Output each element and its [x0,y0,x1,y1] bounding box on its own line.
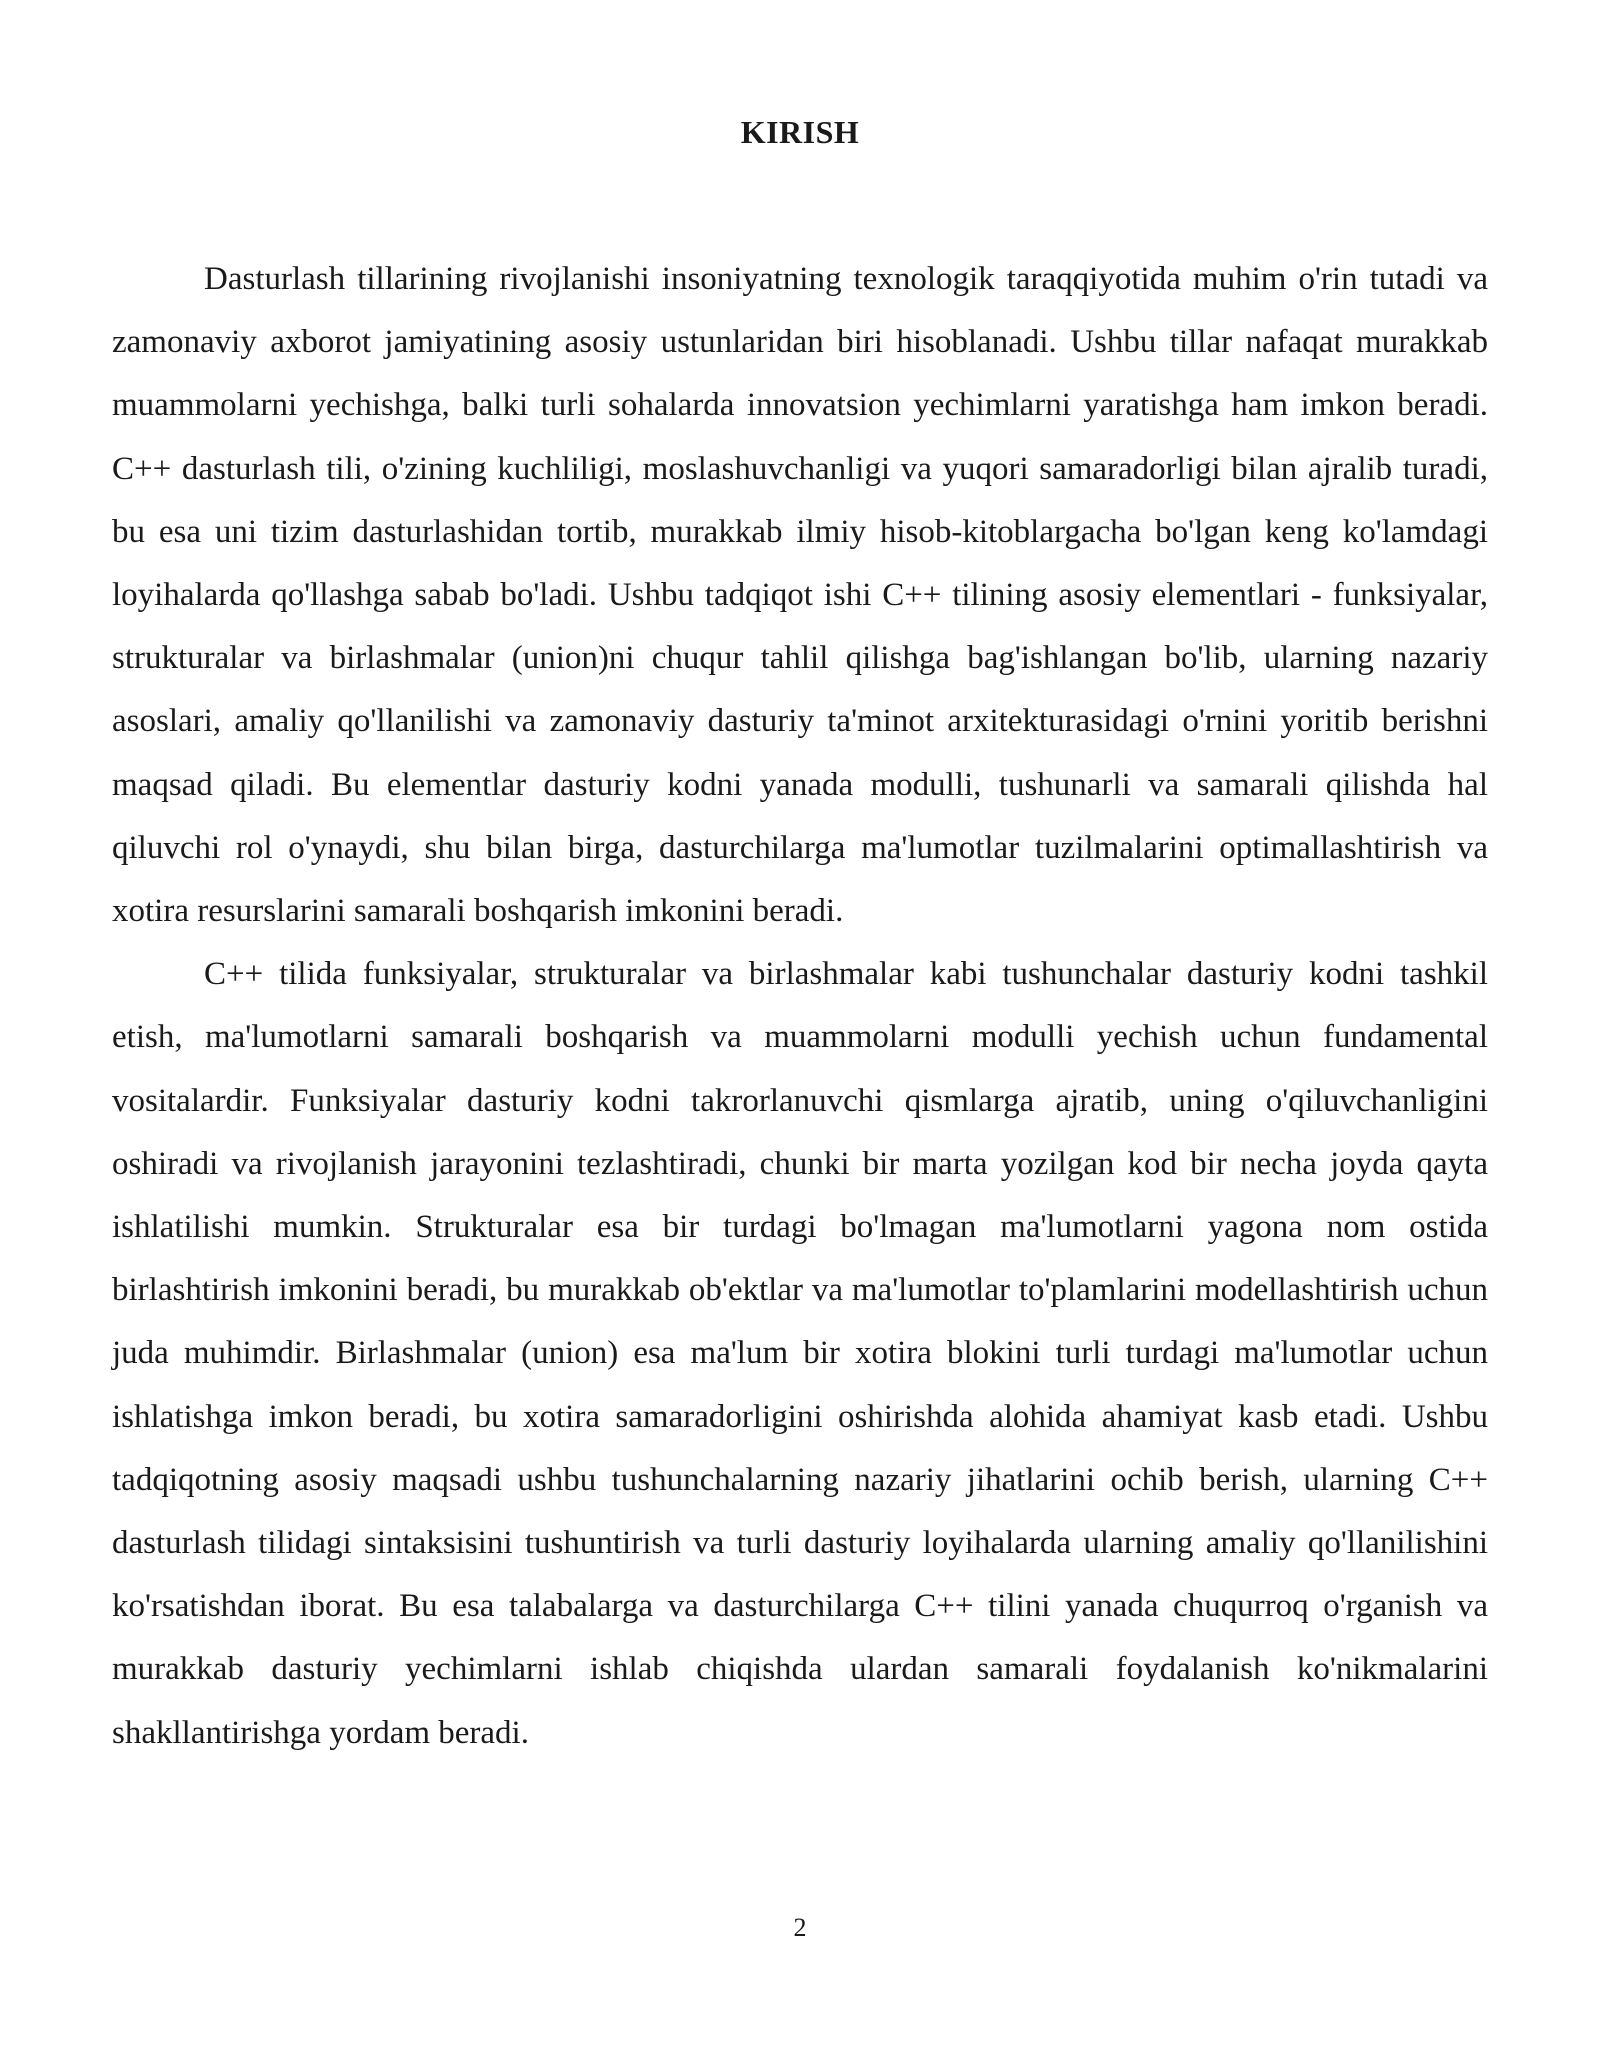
paragraph-1: Dasturlash tillarining rivojlanishi insoniyatning texnologik taraqqiyotida muhim o'rin tutadi va zamonaviy axborot jamiyatining asosiy ustunlaridan biri hisoblanadi. Ushbu tillar nafaqat murakkab muammolarni yechishga, balki turli sohalarda innovatsion yechimlarni yaratishga ham imkon beradi. C++ dasturlash tili, o'zining kuchliligi, moslashuvchanligi va yuqori samaradorligi bilan ajralib turadi, bu esa uni tizim dasturlashidan tortib, murakkab ilmiy hisob-kitoblargacha bo'lgan keng ko'lamdagi loyihalarda qo'llashga sabab bo'ladi. Ushbu tadqiqot ishi C++ tilining asosiy elementlari - funksiyalar, strukturalar va birlashmalar (union)ni chuqur tahlil qilishga bag'ishlangan bo'lib, ularning nazariy asoslari, amaliy qo'llanilishi va zamonaviy dasturiy ta'minot arxitekturasidagi o'rnini yoritib berishni maqsad qiladi. Bu elementlar dasturiy kodni yanada modulli, tushunarli va samarali qilishda hal qiluvchi rol o'ynaydi, shu bilan birga, dasturchilarga ma'lumotlar tuzilmalarini optimallashtirish va xotira resurslarini samarali boshqarish imkonini beradi. [112,261,1488,930]
page-number: 2 [793,1913,807,1942]
page-heading: KIRISH [740,114,860,150]
paragraph-2: C++ tilida funksiyalar, strukturalar va birlashmalar kabi tushunchalar dasturiy kodni tashkil etish, ma'lumotlarni samarali boshqarish va muammolarni modulli yechish uchun fundamental vositalardir. Funksiyalar dasturiy kodni takrorlanuvchi qismlarga ajratib, uning o'qiluvchanligini oshiradi va rivojlanish jarayonini tezlashtiradi, chunki bir marta yozilgan kod bir necha joyda qayta ishlatilishi mumkin. Strukturalar esa bir turdagi bo'lmagan ma'lumotlarni yagona nom ostida birlashtirish imkonini beradi, bu murakkab ob'ektlar va ma'lumotlar to'plamlarini modellashtirish uchun juda muhimdir. Birlashmalar (union) esa ma'lum bir xotira blokini turli turdagi ma'lumotlar uchun ishlatishga imkon beradi, bu xotira samaradorligini oshirishda alohida ahamiyat kasb etadi. Ushbu tadqiqotning asosiy maqsadi ushbu tushunchalarning nazariy jihatlarini ochib berish, ularning C++ dasturlash tilidagi sintaksisini tushuntirish va turli dasturiy loyihalarda ularning amaliy qo'llanilishini ko'rsatishdan iborat. Bu esa talabalarga va dasturchilarga C++ tilini yanada chuqurroq o'rganish va murakkab dasturiy yechimlarni ishlab chiqishda ulardan samarali foydalanish ko'nikmalarini shakllantirishga yordam beradi. [112,956,1488,1751]
body-text [112,248,1488,1765]
